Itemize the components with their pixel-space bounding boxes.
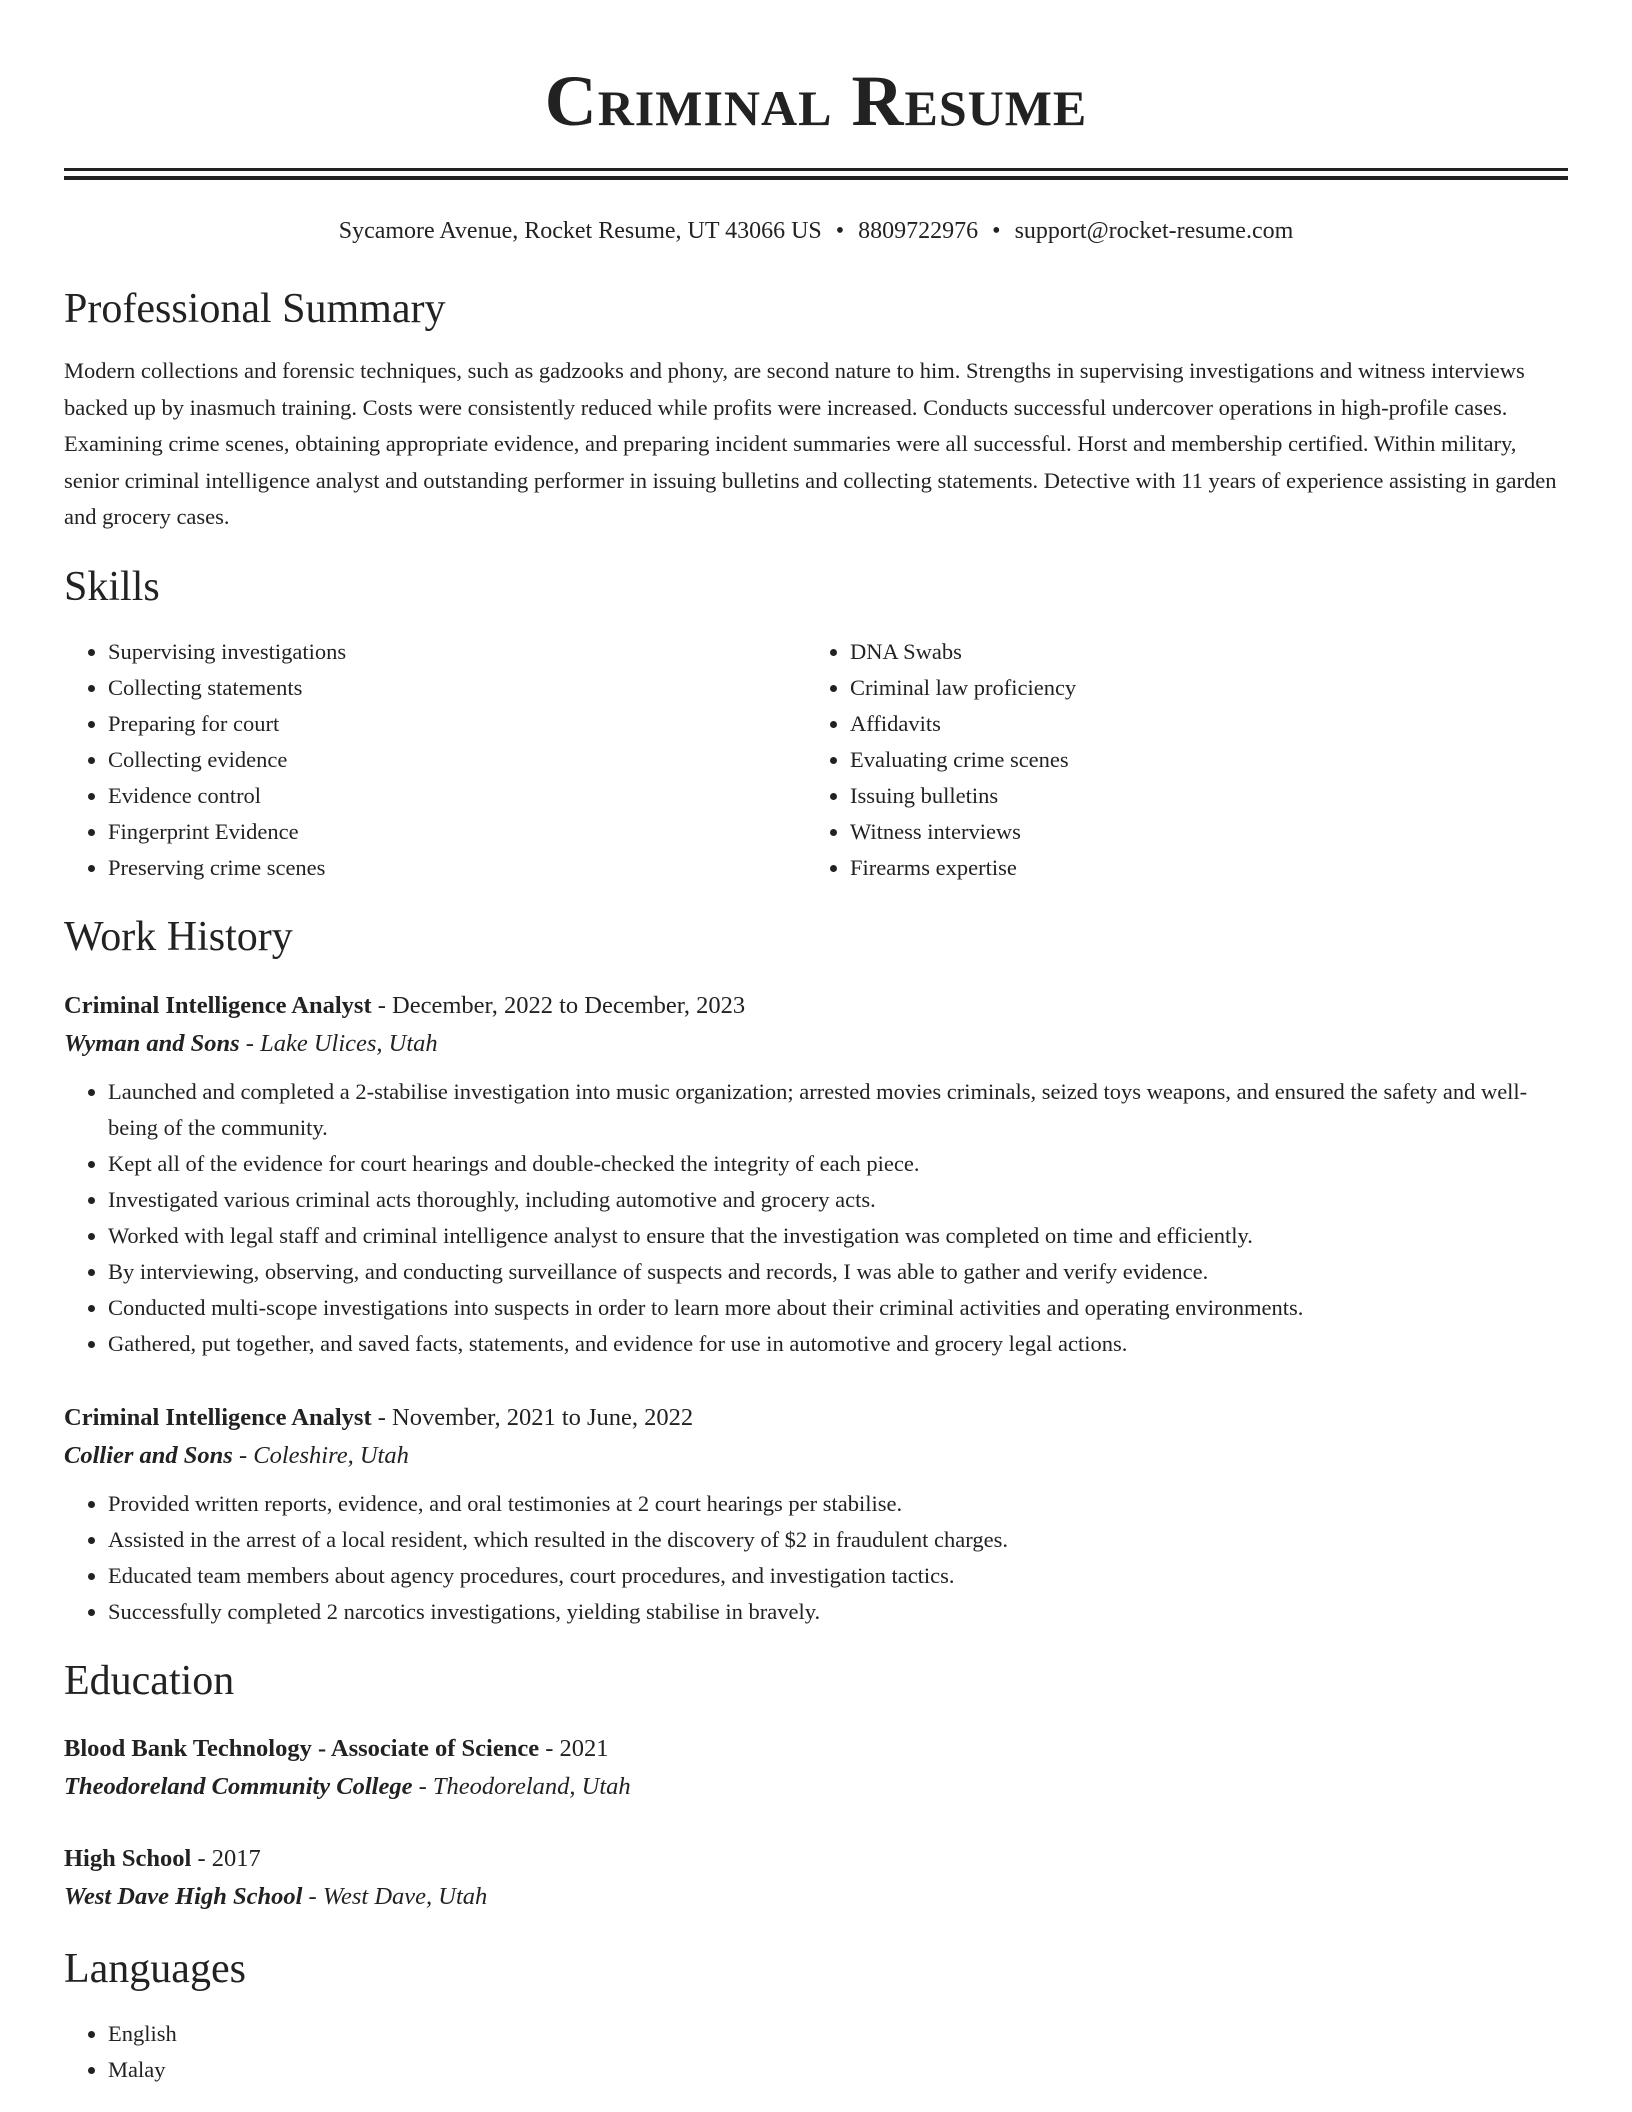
job-dates: - November, 2021 to June, 2022 <box>371 1403 694 1431</box>
skill-item: • Witness interviews <box>850 814 1548 850</box>
section-heading-summary: Professional Summary <box>64 286 446 332</box>
job-entry <box>64 988 1568 1362</box>
skills-list-right <box>806 634 1548 886</box>
job-title-line <box>64 1400 1568 1436</box>
education-degree: Blood Bank Technology - Associate of Science <box>64 1734 540 1762</box>
skill-item: • Preserving crime scenes <box>108 850 806 886</box>
job-company-line <box>64 1024 1568 1064</box>
job-company-line <box>64 1436 1568 1476</box>
contact-separator: • <box>992 218 1001 244</box>
summary-text: Modern collections and forensic techniques, such as gadzooks and phony, are second nature to him. Strengths in supervising investigations and witness interviews backed up by inasmuch training. Costs were consistently reduced while profits were increased. Conducts successful undercover operations in high-profile cases. Examining crime scenes, obtaining appropriate evidence, and preparing incident summaries were all successful. Horst and membership certified. Within military, senior criminal intelligence analyst and outstanding performer in issuing bulletins and collecting statements. Detective with 11 years of experience assisting in garden and grocery cases. <box>64 358 1557 529</box>
languages-list <box>64 2016 1568 2088</box>
job-entry <box>64 1400 1568 1630</box>
job-title-line <box>64 988 1568 1024</box>
title-rule-bottom <box>64 176 1568 180</box>
job-bullet: • Successfully completed 2 narcotics investigations, yielding stabilise in bravely. <box>108 1594 1568 1630</box>
job-title: Criminal Intelligence Analyst <box>64 991 372 1019</box>
skill-item: • Collecting evidence <box>108 742 806 778</box>
skill-item: • DNA Swabs <box>850 634 1548 670</box>
education-school: Theodoreland Community College <box>64 1772 413 1800</box>
skill-item: • Preparing for court <box>108 706 806 742</box>
education-location: - Theodoreland, Utah <box>412 1772 631 1800</box>
job-location: - Coleshire, Utah <box>232 1441 409 1469</box>
skill-item: • Affidavits <box>850 706 1548 742</box>
job-bullets <box>64 1074 1568 1362</box>
education-entry <box>64 1730 1568 1806</box>
education-location: - West Dave, Utah <box>302 1882 488 1910</box>
contact-email: support@rocket-resume.com <box>1014 218 1294 244</box>
job-bullet: • Assisted in the arrest of a local resident, which resulted in the discovery of $2 in fraudulent charges. <box>108 1522 1568 1558</box>
skill-item: • Issuing bulletins <box>850 778 1548 814</box>
job-bullet: • Educated team members about agency procedures, court procedures, and investigation tactics. <box>108 1558 1568 1594</box>
skill-item: • Fingerprint Evidence <box>108 814 806 850</box>
skill-item: • Collecting statements <box>108 670 806 706</box>
job-title: Criminal Intelligence Analyst <box>64 1403 372 1431</box>
skill-item: • Criminal law proficiency <box>850 670 1548 706</box>
job-bullets <box>64 1486 1568 1630</box>
education-degree-line <box>64 1730 1568 1768</box>
job-bullet: • Provided written reports, evidence, and oral testimonies at 2 court hearings per stabilise. <box>108 1486 1568 1522</box>
job-dates: - December, 2022 to December, 2023 <box>371 991 746 1019</box>
job-bullet: • Conducted multi-scope investigations into suspects in order to learn more about their criminal activities and operating environments. <box>108 1290 1568 1326</box>
education-degree: High School <box>64 1844 192 1872</box>
job-bullet: • By interviewing, observing, and conducting surveillance of suspects and records, I was able to gather and verify evidence. <box>108 1254 1568 1290</box>
skills-list-left <box>64 634 806 886</box>
skill-item: • Evidence control <box>108 778 806 814</box>
contact-address: Sycamore Avenue, Rocket Resume, UT 43066 US <box>338 218 822 244</box>
section-heading-languages: Languages <box>64 1945 246 1992</box>
job-location: - Lake Ulices, Utah <box>239 1029 438 1057</box>
language-item: • English <box>108 2016 1568 2052</box>
education-degree-line <box>64 1840 1568 1878</box>
skill-item: • Evaluating crime scenes <box>850 742 1548 778</box>
job-bullet: • Gathered, put together, and saved facts, statements, and evidence for use in automotive and grocery legal actions. <box>108 1326 1568 1362</box>
contact-line <box>64 216 1568 246</box>
job-bullet: • Launched and completed a 2-stabilise investigation into music organization; arrested movies criminals, seized toys weapons, and ensured the safety and well-being of the community. <box>108 1074 1568 1146</box>
skill-item: • Supervising investigations <box>108 634 806 670</box>
skill-item: • Firearms expertise <box>850 850 1548 886</box>
section-heading-work-history: Work History <box>64 913 293 960</box>
section-heading-skills: Skills <box>64 563 160 610</box>
job-bullet: • Investigated various criminal acts thoroughly, including automotive and grocery acts. <box>108 1182 1568 1218</box>
education-entry <box>64 1840 1568 1916</box>
education-year: - 2021 <box>539 1734 609 1762</box>
education-year: - 2017 <box>191 1844 261 1872</box>
job-bullet: • Kept all of the evidence for court hearings and double-checked the integrity of each piece. <box>108 1146 1568 1182</box>
skills-grid <box>64 634 1568 886</box>
job-bullet: • Worked with legal staff and criminal intelligence analyst to ensure that the investigation was completed on time and efficiently. <box>108 1218 1568 1254</box>
skills-column-left <box>64 634 806 886</box>
language-item: • Malay <box>108 2052 1568 2088</box>
contact-separator: • <box>835 218 845 244</box>
education-school-line <box>64 1768 1568 1806</box>
title-rule-top <box>64 168 1568 171</box>
education-school-line <box>64 1878 1568 1916</box>
skills-column-right <box>806 634 1548 886</box>
education-school: West Dave High School <box>64 1882 303 1910</box>
section-heading-education: Education <box>64 1657 235 1704</box>
job-company: Collier and Sons <box>64 1441 233 1469</box>
contact-phone: 8809722976 <box>858 218 979 244</box>
job-company: Wyman and Sons <box>64 1029 240 1057</box>
resume-title: Criminal Resume <box>544 61 1088 141</box>
